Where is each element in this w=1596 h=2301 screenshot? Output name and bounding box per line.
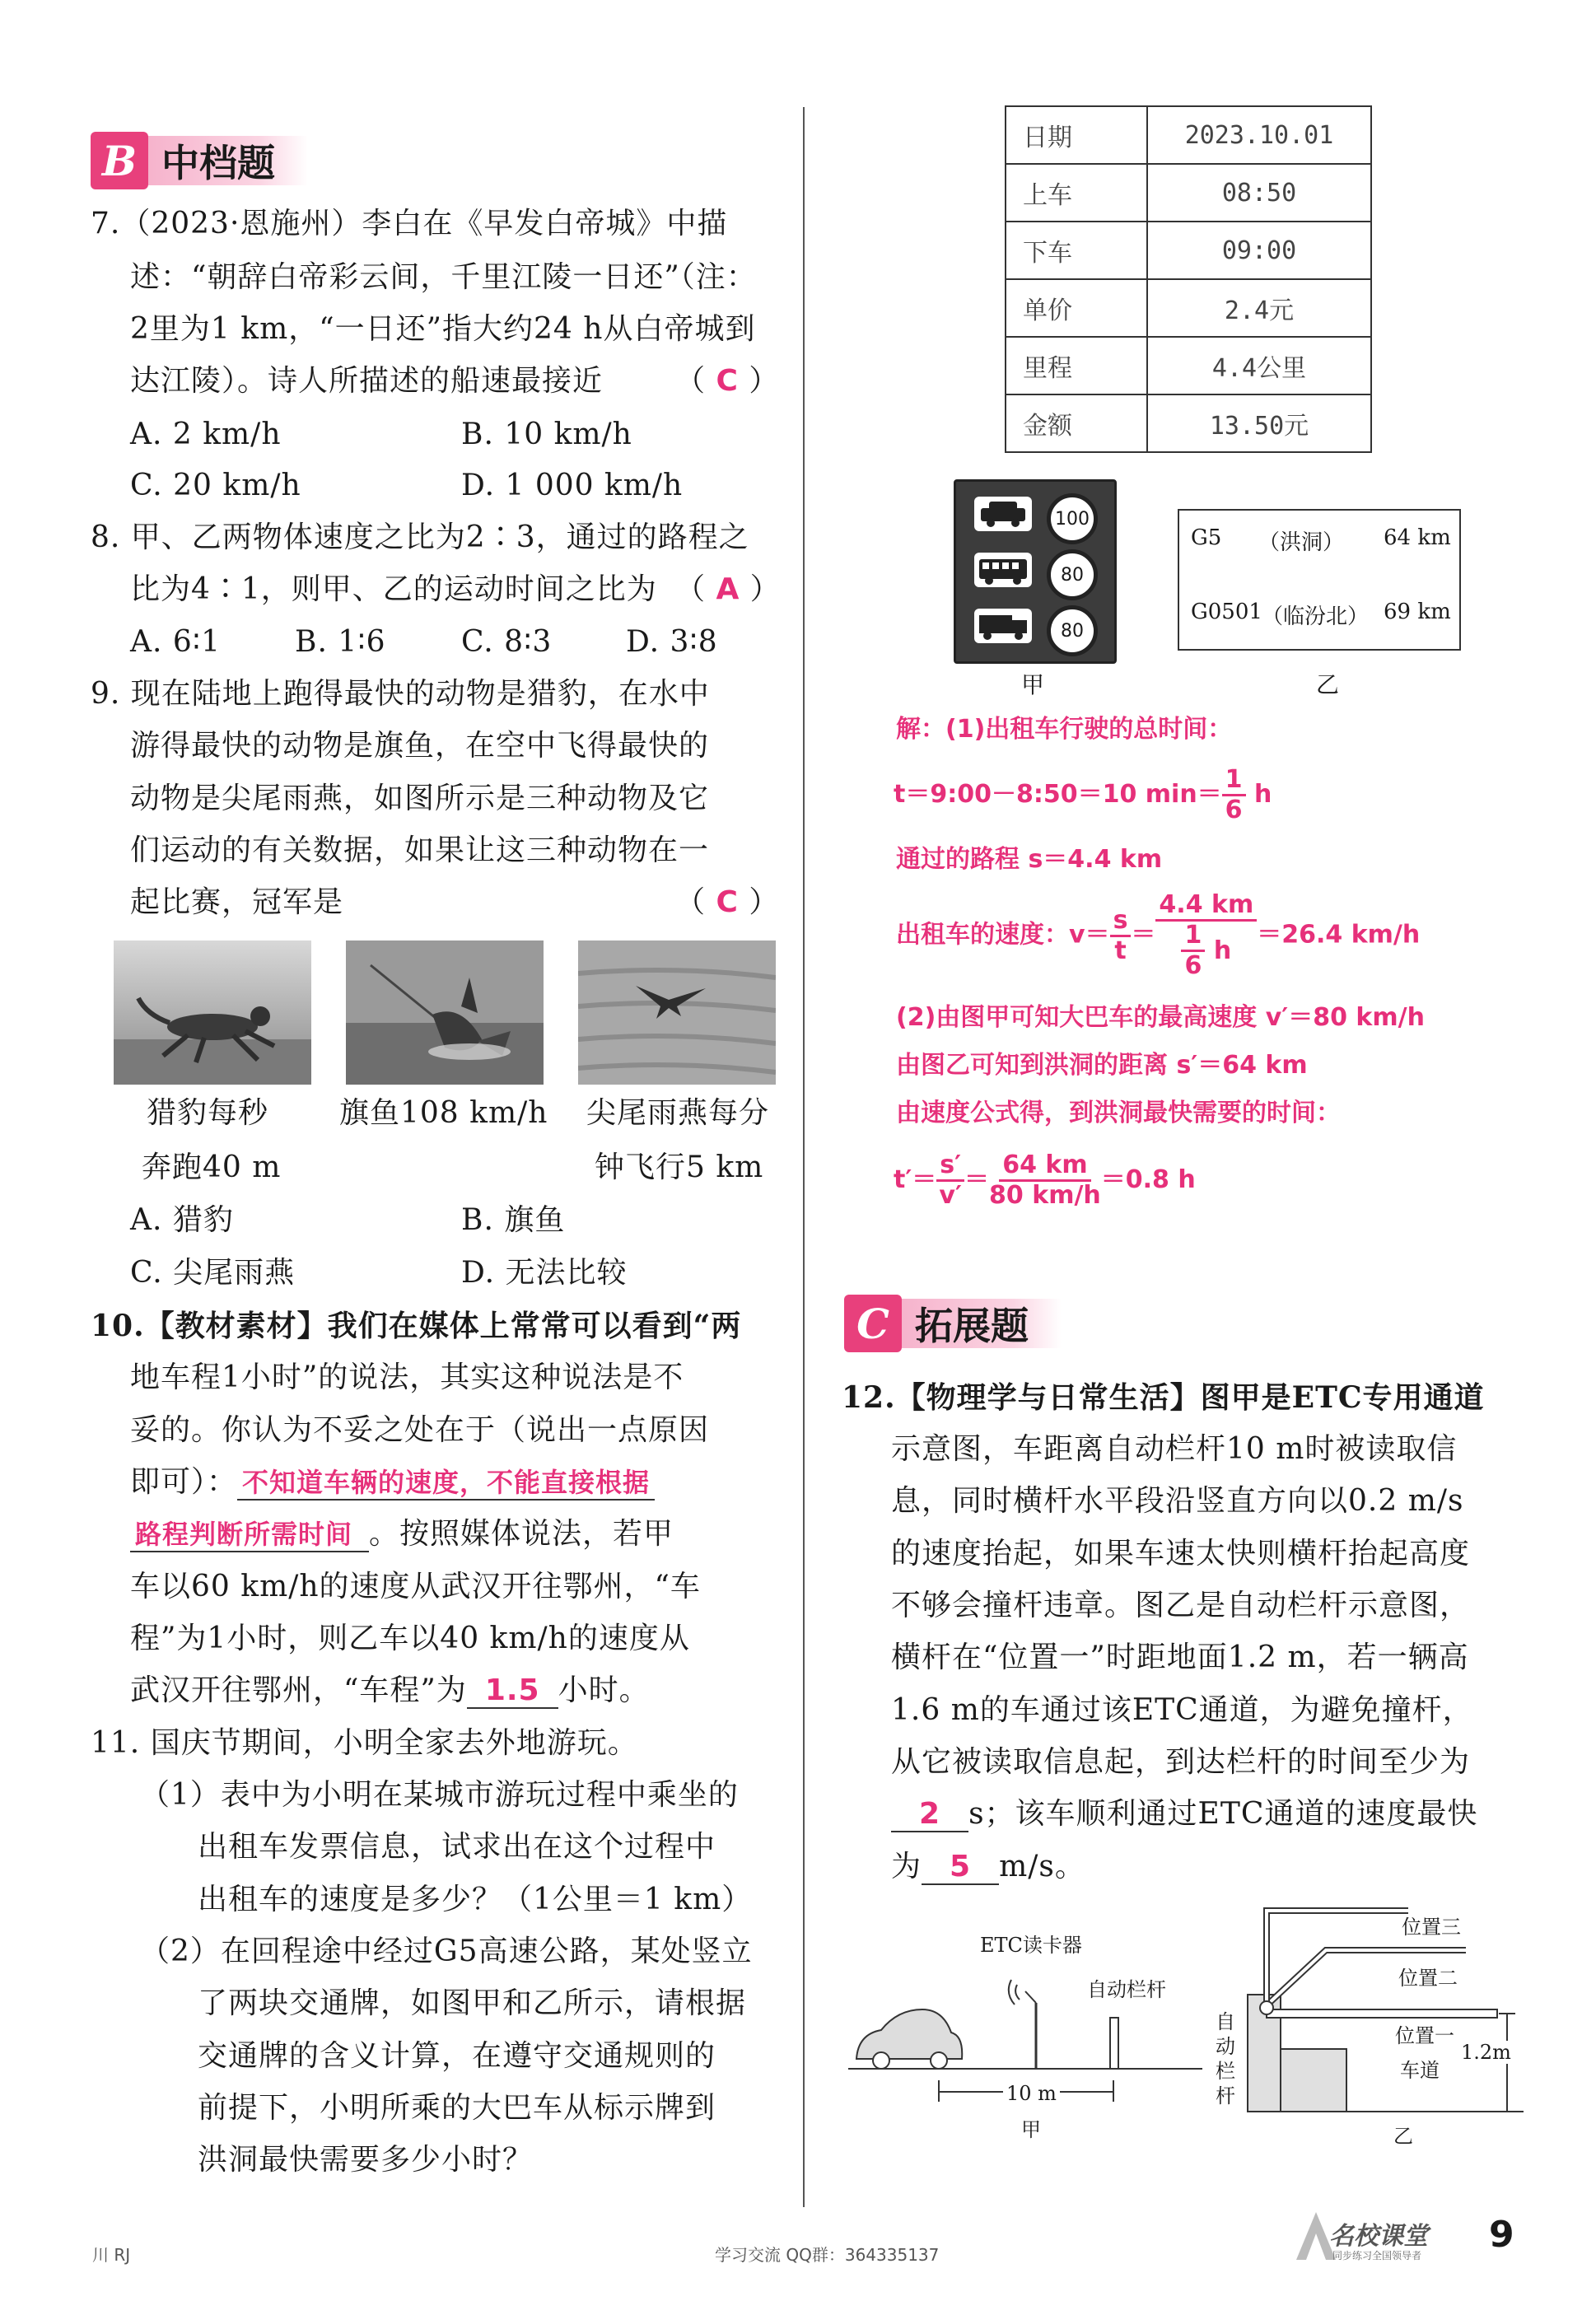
- speed-limit-sign: [954, 479, 1117, 664]
- q7-option-b: B. 10 km/h: [461, 418, 632, 451]
- q10-line5-suffix: 。按照媒体说法，若甲: [369, 1517, 674, 1551]
- q8-answer-bracket: （ A ）: [675, 572, 781, 606]
- swordfish-photo: [346, 940, 544, 1085]
- q8-option-c: C. 8∶3: [461, 625, 553, 659]
- q11-part1-line1: （1）表中为小明在某城市游玩过程中乘坐的: [140, 1778, 739, 1812]
- q9-caption-swordfish: 旗鱼108 km/h: [339, 1096, 548, 1130]
- position-three-label: 位置三: [1402, 1916, 1461, 1939]
- q9-option-d: D. 无法比较: [461, 1256, 628, 1290]
- solution-time-expr: t＝9:00－8:50＝10 min＝: [894, 780, 1222, 809]
- etc-diagram-jia: [848, 1927, 1202, 2141]
- invoice-row: [1006, 164, 1371, 222]
- q10-line8-suffix: 小时。: [558, 1673, 650, 1707]
- q9-caption-swift-2: 钟飞行5 km: [595, 1150, 764, 1184]
- solution-line5: (2)由图甲可知大巴车的最高速度 v′＝80 km/h: [896, 1003, 1425, 1032]
- q11-part2-line3: 交通牌的含义计算，在遵守交通规则的: [198, 2039, 716, 2073]
- q10-line4: [130, 1466, 655, 1501]
- invoice-row: [1006, 337, 1371, 394]
- dest1-road: G5: [1191, 525, 1222, 550]
- taxi-invoice-table: [1005, 105, 1372, 453]
- cheetah-photo: [114, 940, 311, 1085]
- q11-part1-line2: 出租车发票信息，试求出在这个过程中: [198, 1830, 716, 1864]
- q7-option-d: D. 1 000 km/h: [461, 469, 684, 502]
- q10-answer-part1: 不知道车辆的速度，不能直接根据: [237, 1466, 655, 1501]
- q7-line1: 7.（2023·恩施州）李白在《早发白帝城》中描: [91, 207, 728, 240]
- fraction-num: s′: [936, 1151, 964, 1182]
- footer-qq-group: 学习交流 QQ群：364335137: [715, 2245, 940, 2265]
- q8-answer: A: [716, 572, 740, 606]
- gate-vertical-label: 自动栏杆: [1216, 2010, 1235, 2107]
- fraction-num: 1: [1181, 922, 1205, 952]
- q7-line3: 2里为1 km，“一日还”指大约24 h从白帝城到: [130, 312, 756, 346]
- etc-reader-label: ETC读卡器: [980, 1934, 1082, 1957]
- etc-distance-label: 10 m: [1003, 2082, 1060, 2105]
- swift-photo: [578, 940, 776, 1085]
- q7-option-a: A. 2 km/h: [130, 418, 282, 451]
- dest2-distance: 69 km: [1384, 600, 1451, 624]
- fraction-den: 6: [1184, 951, 1202, 980]
- q12-answer-speed: 5: [922, 1851, 999, 1885]
- fraction-num: 1: [1222, 766, 1246, 796]
- column-divider: [803, 107, 805, 2207]
- q10-answer-hours: 1.5: [467, 1674, 558, 1709]
- solution-line2: [894, 766, 1272, 824]
- q12-line4: 的速度抬起，如果车速太快则横杆抬起高度: [891, 1537, 1471, 1571]
- invoice-value: 2.4元: [1147, 279, 1371, 337]
- invoice-key: 下车: [1006, 222, 1147, 279]
- q11-part2-line2: 了两块交通牌，如图甲和乙所示，请根据: [198, 1986, 747, 2020]
- q9-line4: 们运动的有关数据，如果让这三种动物在一: [130, 833, 710, 867]
- brand-logo: [1291, 2209, 1456, 2266]
- etc-gate-label: 自动栏杆: [1087, 1978, 1166, 2001]
- invoice-row: [1006, 106, 1371, 164]
- fraction-den-compound: [1181, 922, 1231, 980]
- brand-name: 名校课堂: [1329, 2222, 1428, 2251]
- q8-line2: 比为4∶1，则甲、乙的运动时间之比为: [130, 572, 657, 606]
- nested-fraction: [1181, 922, 1205, 980]
- dest1-place: （洪洞）: [1258, 530, 1345, 555]
- etc-diagram-yi: [1211, 1902, 1524, 2149]
- q7-option-c: C. 20 km/h: [130, 469, 301, 502]
- section-c-label: 拓展题: [902, 1299, 1062, 1348]
- q7-line4: 达江陵）。诗人所描述的船速最接近: [130, 364, 604, 398]
- fraction-distance-over-time: [1155, 891, 1257, 980]
- etc-jia-label: 甲: [1021, 2118, 1041, 2141]
- q9-line3: 动物是尖尾雨燕，如图所示是三种动物及它: [130, 782, 710, 815]
- fraction-s-over-t: [1110, 907, 1132, 965]
- q12-line10-suffix: m/s。: [999, 1850, 1085, 1883]
- q11-part2-line4: 前提下，小明所乘的大巴车从标示牌到: [198, 2091, 716, 2125]
- solution-line3: 通过的路程 s＝4.4 km: [896, 845, 1163, 874]
- fraction-unit: h: [1213, 936, 1232, 965]
- equals-sign: ＝: [964, 1165, 990, 1194]
- invoice-value: 13.50元: [1147, 394, 1371, 452]
- speed-limit-car: 100: [1047, 493, 1098, 544]
- q11-line1: 11. 国庆节期间，小明全家去外地游玩。: [91, 1726, 638, 1760]
- q9-caption-cheetah-1: 猎豹每秒: [147, 1096, 269, 1130]
- fraction-num: 4.4 km: [1155, 891, 1257, 922]
- brand-subtitle: 同步练习全国领导者: [1332, 2250, 1422, 2261]
- q12-answer-time: 2: [891, 1798, 968, 1832]
- equals-sign: ＝: [1131, 920, 1156, 950]
- fraction-s-over-v: [936, 1151, 964, 1210]
- q11-part2-line5: 洪洞最快需要多少小时？: [198, 2143, 534, 2177]
- sign-jia-label: 甲: [1021, 671, 1046, 698]
- q10-line1: 10.【教材素材】我们在媒体上常常可以看到“两: [91, 1309, 742, 1343]
- section-c-badge: [844, 1295, 1062, 1352]
- invoice-value: 09:00: [1147, 222, 1371, 279]
- solution-speed-prefix: 出租车的速度：v＝: [896, 920, 1110, 950]
- solution-speed-result: ＝26.4 km/h: [1257, 920, 1421, 950]
- fraction-den: v′: [939, 1181, 962, 1210]
- position-two-label: 位置二: [1398, 1967, 1458, 1990]
- speed-limit-truck: 80: [1047, 605, 1098, 656]
- invoice-row: [1006, 222, 1371, 279]
- height-label: 1.2m: [1461, 2041, 1511, 2064]
- section-b-letter: B: [91, 132, 148, 189]
- q12-line10-prefix: 为: [891, 1850, 922, 1883]
- q12-line9: [891, 1798, 1477, 1832]
- section-c-letter: C: [844, 1295, 902, 1352]
- dest1-distance: 64 km: [1384, 525, 1451, 550]
- section-b-badge: [91, 132, 308, 189]
- q9-option-a: A. 猎豹: [130, 1203, 234, 1237]
- invoice-value: 2023.10.01: [1147, 106, 1371, 164]
- etc-yi-label: 乙: [1393, 2125, 1413, 2148]
- solution-line1: 解：(1)出租车行驶的总时间：: [896, 715, 1233, 744]
- q12-line9-suffix: s；该车顺利通过ETC通道的速度最快: [968, 1797, 1478, 1831]
- q9-line5: 起比赛，冠军是: [130, 885, 344, 919]
- solution-line7: 由速度公式得，到洪洞最快需要的时间：: [896, 1099, 1341, 1127]
- q8-option-a: A. 6∶1: [130, 625, 222, 659]
- q8-option-d: D. 3∶8: [626, 625, 718, 659]
- car-icon: [974, 497, 1032, 531]
- q12-line2: 示意图，车距离自动栏杆10 m时被读取信: [891, 1432, 1458, 1466]
- q9-option-b: B. 旗鱼: [461, 1203, 566, 1237]
- fraction-one-sixth: [1222, 766, 1246, 824]
- solution-line6: 由图乙可知到洪洞的距离 s′＝64 km: [896, 1051, 1308, 1080]
- invoice-key: 日期: [1006, 106, 1147, 164]
- q12-line6: 横杆在“位置一”时距地面1.2 m，若一辆高: [891, 1641, 1469, 1674]
- q10-line3: 妥的。你认为不妥之处在于（说出一点原因: [130, 1413, 710, 1447]
- invoice-row: [1006, 394, 1371, 452]
- speed-limit-bus: 80: [1047, 549, 1098, 600]
- lane-label: 车道: [1400, 2059, 1440, 2082]
- q8-option-b: B. 1∶6: [295, 625, 386, 659]
- q9-answer: C: [716, 885, 739, 919]
- q10-line6: 车以60 km/h的速度从武汉开往鄂州，“车: [130, 1570, 701, 1603]
- q9-caption-swift-1: 尖尾雨燕每分: [586, 1096, 770, 1130]
- invoice-key: 金额: [1006, 394, 1147, 452]
- invoice-key: 上车: [1006, 164, 1147, 222]
- fraction-den: t: [1114, 936, 1127, 965]
- q11-part2-line1: （2）在回程途中经过G5高速公路，某处竖立: [140, 1935, 753, 1968]
- q11-part1-line3: 出租车的速度是多少？（1公里＝1 km）: [198, 1883, 753, 1916]
- q9-caption-cheetah-2: 奔跑40 m: [142, 1150, 282, 1184]
- q8-line1: 8. 甲、乙两物体速度之比为2∶3，通过的路程之: [91, 520, 749, 554]
- fraction-num: s: [1110, 907, 1132, 937]
- fraction-64-over-80: [989, 1151, 1101, 1210]
- q7-answer: C: [716, 364, 739, 398]
- dest2-place: （临汾北）: [1262, 604, 1370, 629]
- invoice-key: 单价: [1006, 279, 1147, 337]
- distance-sign: [1178, 509, 1461, 651]
- invoice-value: 4.4公里: [1147, 337, 1371, 394]
- sign-yi-label: 乙: [1316, 671, 1341, 698]
- solution-time-unit: h: [1254, 780, 1272, 809]
- solution-line8: [894, 1151, 1196, 1210]
- position-one-label: 位置一: [1395, 2024, 1454, 2047]
- q9-option-c: C. 尖尾雨燕: [130, 1256, 296, 1290]
- bus-icon: [974, 553, 1032, 587]
- q7-line2: 述：“朝辞白帝彩云间，千里江陵一日还”（注：: [130, 260, 757, 294]
- solution-line4: [896, 891, 1420, 980]
- q7-answer-bracket: （ C ）: [675, 364, 780, 398]
- q10-line8-prefix: 武汉开往鄂州，“车程”为: [130, 1673, 467, 1707]
- q12-line8: 从它被读取信息起，到达栏杆的时间至少为: [891, 1745, 1471, 1779]
- invoice-value: 08:50: [1147, 164, 1371, 222]
- footer-edition: 川 RJ: [92, 2245, 131, 2265]
- q12-line1: 12.【物理学与日常生活】图甲是ETC专用通道: [842, 1380, 1485, 1415]
- q10-line2: 地车程1小时”的说法，其实这种说法是不: [130, 1361, 684, 1394]
- solution-time2-result: ＝0.8 h: [1100, 1165, 1196, 1194]
- q9-line2: 游得最快的动物是旗鱼，在空中飞得最快的: [130, 729, 710, 763]
- fraction-num: 64 km: [999, 1151, 1090, 1182]
- invoice-row: [1006, 279, 1371, 337]
- solution-time2-prefix: t′＝: [894, 1165, 937, 1194]
- q9-answer-bracket: （ C ）: [675, 885, 780, 919]
- dest2-road: G0501: [1191, 600, 1262, 624]
- fraction-den: 80 km/h: [989, 1181, 1101, 1210]
- q10-line7: 程”为1小时，则乙车以40 km/h的速度从: [130, 1622, 690, 1655]
- q12-line3: 息，同时横杆水平段沿竖直方向以0.2 m/s: [891, 1484, 1464, 1518]
- q10-answer-part2: 路程判断所需时间: [130, 1518, 369, 1552]
- section-b-label: 中档题: [148, 136, 308, 185]
- q10-line5: [130, 1518, 674, 1552]
- fraction-den: 6: [1225, 796, 1243, 824]
- q9-line1: 9. 现在陆地上跑得最快的动物是猎豹，在水中: [91, 677, 710, 711]
- page-number: 9: [1489, 2214, 1514, 2256]
- q10-line4-prefix: 即可）：: [130, 1465, 238, 1499]
- q12-line10: [891, 1851, 1085, 1885]
- invoice-key: 里程: [1006, 337, 1147, 394]
- q10-line8: [130, 1674, 650, 1709]
- truck-icon: [974, 609, 1032, 643]
- q12-line5: 不够会撞杆违章。图乙是自动栏杆示意图，: [891, 1589, 1471, 1622]
- q12-line7: 1.6 m的车通过该ETC通道，为避免撞杆，: [891, 1693, 1473, 1727]
